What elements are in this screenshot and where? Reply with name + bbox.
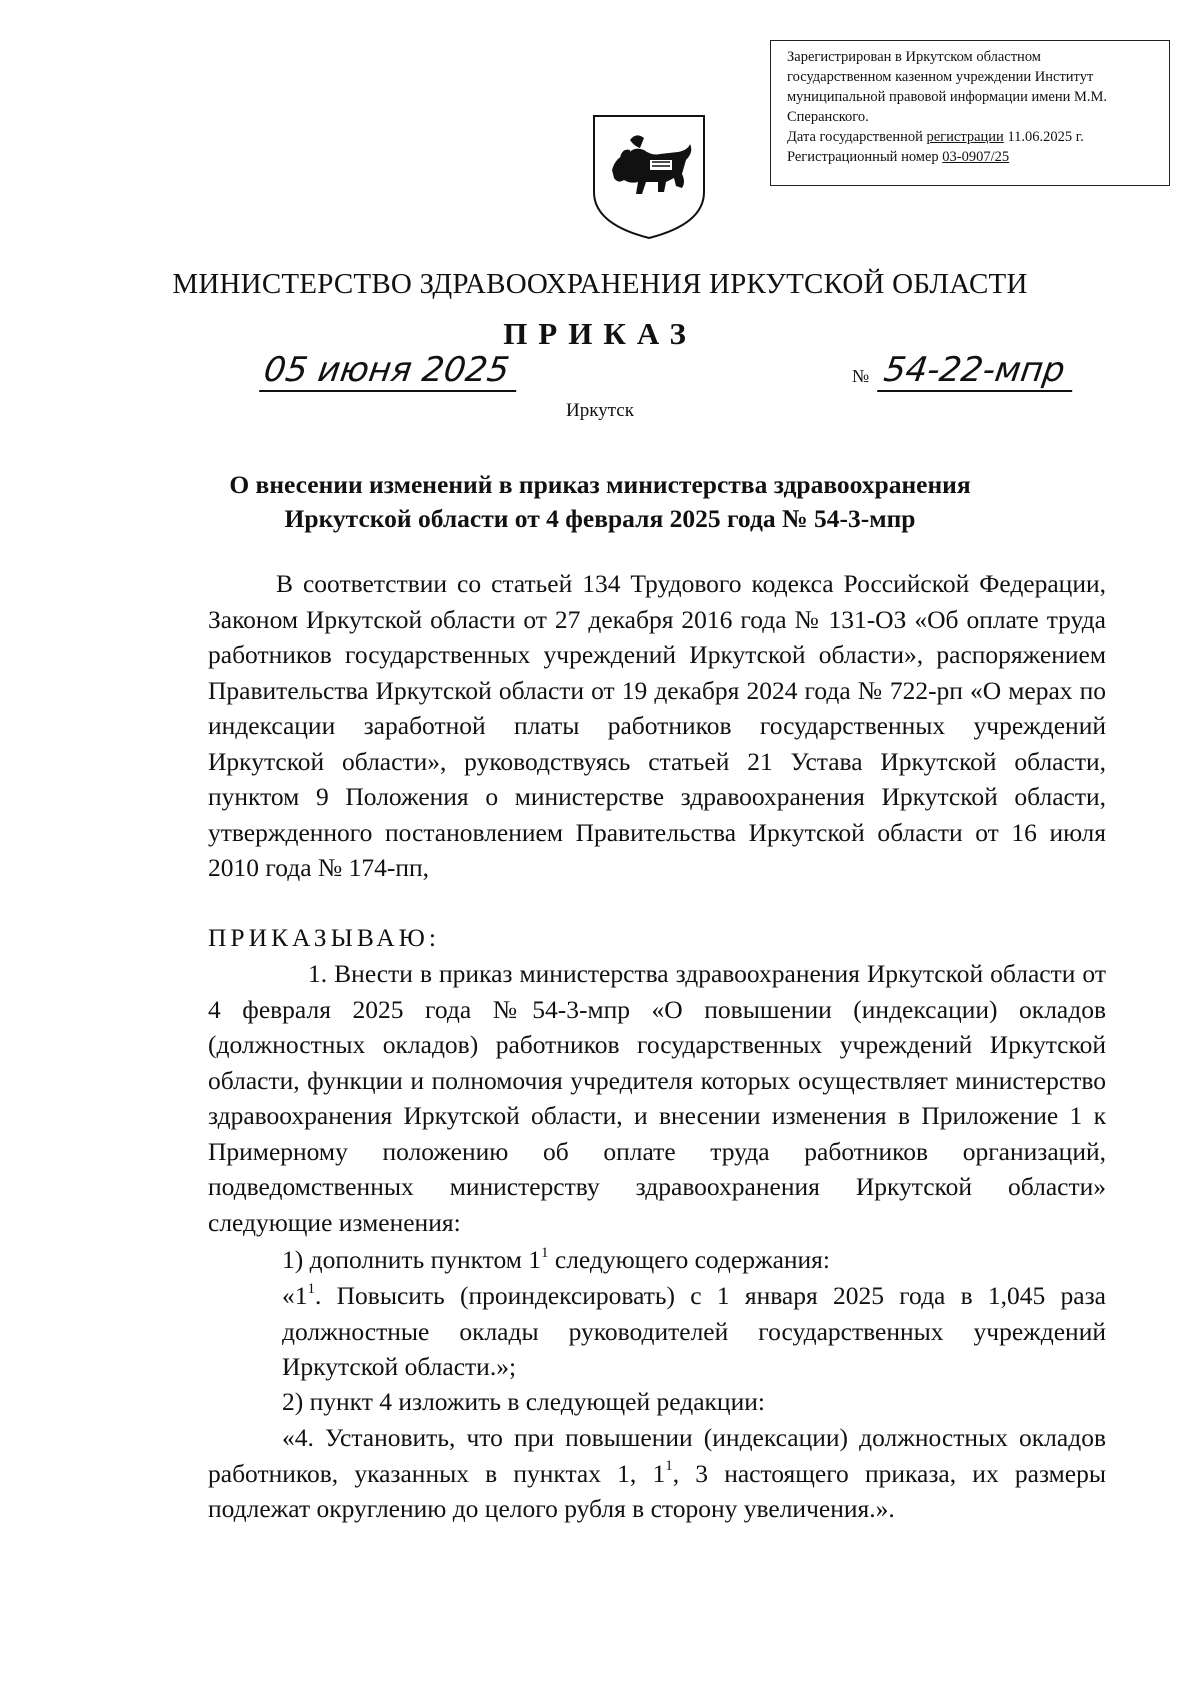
registration-line-3: муниципальной правовой информации имени М.М.: [787, 89, 1108, 105]
registration-number: Регистрационный номер 03-0907/25: [787, 149, 1010, 165]
registration-line-1: Зарегистрирован в Иркутском областном: [787, 49, 1041, 65]
registration-line-4: Сперанского.: [787, 109, 869, 125]
ministry-name: МИНИСТЕРСТВО ЗДРАВООХРАНЕНИЯ ИРКУТСКОЙ ОБЛАСТИ: [172, 268, 1028, 300]
coat-of-arms-icon: [590, 112, 708, 242]
preamble-paragraph: В соответствии со статьей 134 Трудового кодекса Российской Федерации, Законом Иркутской области от 27 декабря 2016 года № 131-ОЗ «Об оплате труда работников государственных учреждений Иркутской области», распоряжением Правительства Иркутской области от 19 декабря 2024 года № 722-рп «О мерах по индексации заработной платы работников государственных учреждений Иркутской области», руководствуясь статьей 21 Устава Иркутской области, пунктом 9 Положения о министерстве здравоохранения Иркутской области, утвержденного постановлением Правительства Иркутской области от 16 июля 2010 года № 174-пп,: [208, 569, 1106, 882]
item-1-paragraph: 1. Внести в приказ министерства здравоохранения Иркутской области от 4 февраля 2025 года №54-3-мпр «О повышении (индексации) окладов (должностных окладов) работников государственных учреждений Иркутской области, функции и полномочия учредителя которых осуществляет министерство здравоохранения Иркутской области, и внесении изменения в Приложение 1 к Примерному положению об оплате труда работников организаций, подведомственных министерству здравоохранения Иркутской области» следующие изменения:: [208, 959, 1106, 1237]
number-label: №: [852, 366, 870, 386]
document-subject: [200, 468, 1000, 536]
registration-date: Дата государственной регистрации 11.06.2025 г.: [787, 129, 1084, 145]
document-type-title: ПРИКАЗ: [503, 316, 697, 351]
handwritten-date: 05 июня 2025: [259, 350, 522, 392]
quote-2-paragraph: «4. Установить, что при повышении (индексации) должностных окладов работников, указанных в пунктах 1, $1^1$, 3 настоящего приказа, их размеры подлежат округлению до целого рубля в сторону увеличения.».: [208, 1423, 1106, 1523]
order-word: ПРИКАЗЫВАЮ:: [208, 923, 440, 952]
subitem-2: 2) пункт 4 изложить в следующей редакции:: [282, 1387, 765, 1416]
subject-line-1: О внесении изменений в приказ министерства здравоохранения: [229, 470, 971, 499]
subject-line-2: Иркутской области от 4 февраля 2025 года № 54-3-мпр: [284, 504, 916, 533]
subitem-1: 1) дополнить пунктом $1^1$ следующего содержания:: [282, 1244, 830, 1274]
city-name: Иркутск: [566, 400, 634, 421]
quote-1-paragraph: «$1^1$. Повысить (проиндексировать) с 1 января 2025 года в 1,045 раза должностные оклады руководителей государственных учреждений Иркутской области.»;: [282, 1280, 1106, 1381]
registration-line-2: государственном казенном учреждении Институт: [787, 69, 1094, 85]
registration-stamp: [770, 40, 1170, 186]
handwritten-number: 54-22-мпр: [877, 350, 1077, 392]
